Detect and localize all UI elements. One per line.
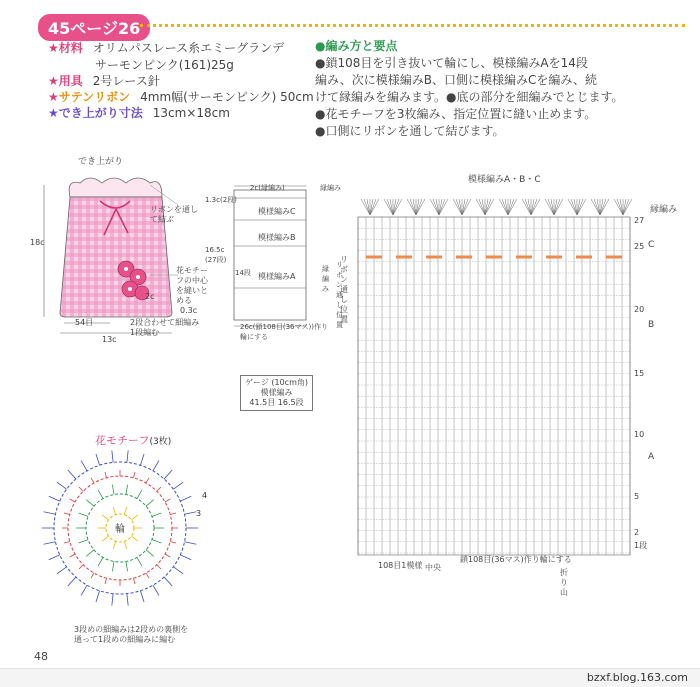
schematic-left-27: (27段) — [205, 256, 227, 264]
schematic-bottom: 26c(鎖108目(36マス))作り輪にする — [240, 323, 328, 341]
star-icon: ★ — [48, 41, 59, 55]
instructions-line: けて縁編みを編みます。●底の部分を細編みでとじます。 — [315, 90, 624, 104]
chart-fan-stitch — [502, 199, 508, 215]
chart-fan-stitch — [554, 199, 560, 215]
finished-width: 13c — [102, 335, 117, 344]
star-icon: ★ — [48, 90, 59, 104]
motif-stitch — [131, 536, 137, 541]
schematic-top: 2c(縁編み) — [250, 184, 285, 192]
schematic-pattern-a: 模様編みA — [258, 272, 296, 281]
schematic-rim: 縁編み — [320, 184, 341, 192]
chart-fold: 折り山 — [560, 568, 568, 597]
motif-stitch — [68, 577, 76, 586]
footer-bar — [0, 668, 700, 687]
motif-stitch — [133, 578, 135, 584]
chart-bottom-left: 108目1模様 — [378, 561, 423, 570]
page-number: 48 — [34, 650, 48, 663]
chart-grid — [358, 199, 632, 555]
motif-stitch — [146, 478, 149, 483]
chart-fan-stitch — [600, 199, 606, 215]
motif-stitch — [180, 496, 191, 501]
motif-stitch — [81, 460, 87, 470]
motif-stitch — [49, 555, 60, 560]
chart-fan-stitch — [548, 199, 554, 215]
chart-fan-stitch — [485, 199, 491, 215]
schematic-left-16-5: 16.5c — [205, 246, 225, 254]
section-a-label: A — [648, 452, 655, 462]
motif-stitch — [64, 513, 70, 515]
motif-stitch — [152, 540, 161, 543]
materials-ribbon: ★サテンリボン 4mm幅(サーモンピンク) 50cm — [48, 90, 314, 104]
motif-stitch — [153, 585, 159, 595]
chart-title: 模様編みA・B・C — [468, 175, 541, 185]
finished-rows: 54目 — [75, 318, 94, 327]
motif-stitch — [146, 550, 154, 556]
schematic-left-1-3: 1.3c — [205, 196, 220, 204]
motif-stitch — [126, 561, 128, 571]
motif-stitch — [185, 542, 197, 544]
chart-fan-stitch — [370, 199, 376, 215]
motif-stitch — [157, 487, 161, 491]
section-b-label: B — [648, 320, 655, 330]
chart-fan-stitch — [462, 199, 468, 215]
motif-stitch — [165, 554, 170, 557]
motif-stitch — [105, 472, 107, 478]
motif-stitch — [170, 513, 176, 515]
finished-title: でき上がり — [78, 157, 124, 167]
instructions-line: ●口側にリボンを通して結びます。 — [315, 124, 505, 138]
motif-ring-4: 4 — [202, 491, 208, 500]
instructions-line: ●鎖108目を引き抜いて輪にし、模様編みAを14段 — [315, 56, 588, 70]
ribbon-note: リボンを通して結ぶ — [150, 205, 198, 224]
motif-stitch — [64, 541, 70, 543]
motif-stitch — [127, 450, 128, 462]
schematic-side-note: 縁編み — [322, 265, 329, 293]
section-c-label: C — [648, 240, 655, 250]
motif-stitch — [102, 536, 108, 541]
motif-stitch — [140, 454, 144, 465]
row-label: 2 — [634, 528, 640, 537]
chart-fan-stitch — [456, 199, 462, 215]
chart-fan-stitch — [416, 199, 422, 215]
schematic-pattern-c: 模様編みC — [258, 207, 296, 216]
chart-fan-stitch — [531, 199, 537, 215]
motif-stitch — [164, 470, 172, 479]
motif-stitch — [49, 496, 60, 501]
chart-edge-label: 縁編み — [650, 205, 678, 215]
schematic-ribbon-position: リボン通し位置 — [336, 261, 343, 329]
motif-stitch — [79, 513, 88, 516]
chart-fan-stitch — [623, 199, 629, 215]
materials-tool: ★用具 2号レース針 — [48, 74, 160, 88]
motif-stitch — [81, 585, 87, 595]
motif-stitch — [137, 557, 142, 566]
motif-stitch — [153, 460, 159, 470]
crochet-chart — [352, 185, 655, 560]
finished-side: 2c — [145, 292, 155, 301]
motif-stitch — [86, 550, 94, 556]
motif-stitch — [98, 557, 103, 566]
motif-stitch — [146, 500, 154, 506]
row-label: 1段 — [634, 541, 648, 550]
motif-stitch — [105, 578, 107, 584]
chart-fan-stitch — [479, 199, 485, 215]
motif-center-label: 輪 — [115, 524, 125, 535]
instructions-line: 編み、次に模様編みB、口側に模様編みCを編み、続 — [315, 73, 598, 87]
motif-stitch — [57, 482, 67, 489]
chart-ribbon-label: リボン通し位置 — [340, 255, 348, 324]
gauge-box: ゲージ (10cm角) 模様編み 41.5目 16.5段 — [240, 375, 313, 411]
motif-stitch — [44, 542, 56, 544]
motif-stitch — [79, 540, 88, 543]
motif-stitch — [57, 567, 67, 574]
motif-stitch — [96, 591, 100, 602]
chart-fan-stitch — [594, 199, 600, 215]
motif-stitch — [173, 482, 183, 489]
motif-ring-3: 3 — [196, 509, 202, 518]
schematic-left-14: 14段 — [235, 269, 251, 277]
chart-bottom-mid: 中央 — [425, 563, 441, 572]
motif-stitch — [140, 591, 144, 602]
motif-stitch — [180, 555, 191, 560]
motif-stitch — [44, 512, 56, 514]
motif-stitch — [127, 594, 128, 606]
motif-stitch — [133, 472, 135, 478]
motif-stitch — [70, 554, 75, 557]
bottom-note: 2段合わせて細編み1段編む — [130, 318, 200, 337]
motif-stitch — [112, 561, 114, 571]
chart-fan-stitch — [433, 199, 439, 215]
motif-stitch — [102, 515, 108, 520]
chart-fan-stitch — [525, 199, 531, 215]
motif-stitch — [112, 485, 114, 495]
motif-stitch — [70, 499, 75, 502]
row-label: 10 — [634, 430, 645, 439]
page-tab: 45ページ26 — [38, 14, 150, 41]
row-label: 25 — [634, 242, 645, 251]
chart-fan-stitch — [387, 199, 393, 215]
chart-fan-stitch — [364, 199, 370, 215]
flower-motif-diagram — [30, 448, 210, 618]
motif-stitch — [124, 541, 126, 549]
motif-note: 3段めの細編みは2段めの裏側を通って1段めの細編みに編む — [74, 625, 189, 644]
row-label: 15 — [634, 369, 645, 378]
motif-stitch — [173, 567, 183, 574]
motif-stitch — [112, 450, 113, 462]
motif-stitch — [137, 490, 142, 499]
motif-stitch — [86, 500, 94, 506]
row-label: 5 — [634, 492, 640, 501]
chart-fan-stitch — [410, 199, 416, 215]
motif-stitch — [165, 499, 170, 502]
chart-fan-stitch — [508, 199, 514, 215]
instructions-line: ●花モチーフを3枚編み、指定位置に縫い止めます。 — [315, 107, 597, 121]
motif-stitch — [68, 470, 76, 479]
motif-stitch — [113, 507, 115, 515]
motif-stitch — [157, 565, 161, 569]
motif-stitch — [124, 507, 126, 515]
materials-size: ★でき上がり寸法 13cm×18cm — [48, 106, 230, 120]
star-icon: ★ — [48, 74, 59, 88]
chart-fan-stitch — [571, 199, 577, 215]
finished-gather: 0.3c — [180, 306, 198, 315]
chart-bottom-chain: 鎖108目(36マス)作り輪にする — [460, 555, 572, 564]
flower-note: 花モチーフの中心を縫いとめる — [176, 266, 208, 305]
chart-fan-stitch — [439, 199, 445, 215]
motif-stitch — [98, 490, 103, 499]
instructions-title: ●編み方と要点 — [315, 39, 398, 53]
motif-stitch — [113, 541, 115, 549]
motif-stitch — [146, 573, 149, 578]
motif-stitch — [131, 515, 137, 520]
chart-fan-stitch — [393, 199, 399, 215]
motif-stitch — [91, 478, 94, 483]
finished-height: 18c — [30, 238, 45, 247]
materials-yarn-color: サーモンピンク(161)25g — [95, 58, 234, 72]
star-icon: ★ — [48, 106, 59, 120]
source-watermark: bzxf.blog.163.com — [586, 671, 688, 684]
motif-stitch — [126, 485, 128, 495]
row-label: 20 — [634, 305, 645, 314]
motif-stitch — [185, 512, 197, 514]
motif-stitch — [112, 594, 113, 606]
schematic-pattern-b: 模様編みB — [258, 233, 296, 242]
motif-stitch — [152, 513, 161, 516]
motif-stitch — [91, 573, 94, 578]
motif-stitch — [170, 541, 176, 543]
schematic-left-2: (2段) — [220, 196, 237, 204]
instructions-block — [315, 38, 685, 140]
motif-title: 花モチーフ(3枚) — [95, 434, 172, 447]
materials-yarn: ★材料 オリムパスレース糸エミーグランデ — [48, 41, 285, 55]
motif-stitch — [164, 577, 172, 586]
chart-fan-stitch — [617, 199, 623, 215]
chart-fan-stitch — [577, 199, 583, 215]
header-dotted-rule — [140, 24, 685, 27]
motif-stitch — [79, 565, 83, 569]
motif-stitch — [96, 454, 100, 465]
row-label: 27 — [634, 216, 645, 225]
motif-stitch — [79, 487, 83, 491]
